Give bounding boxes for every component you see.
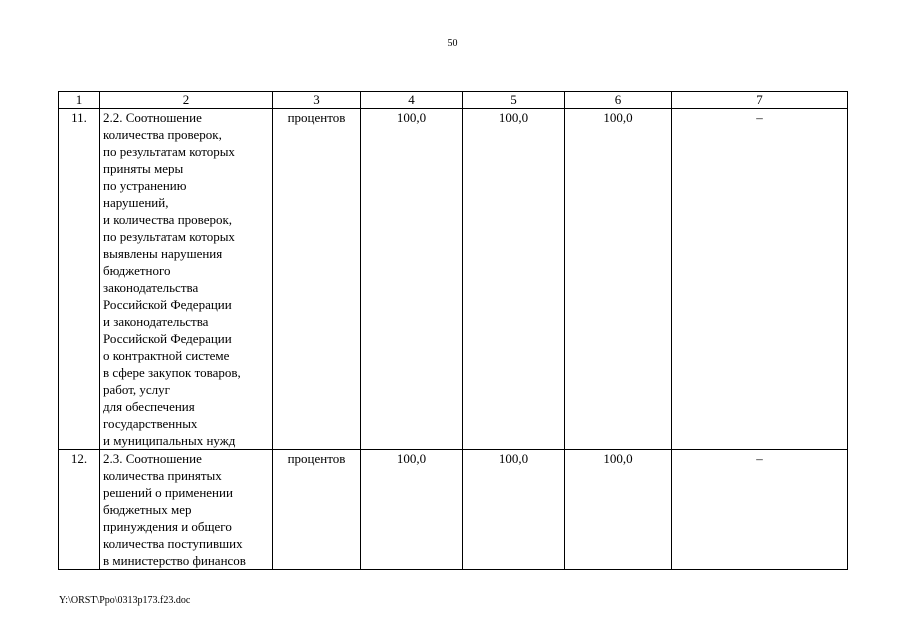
value-cell-6: 100,0 bbox=[565, 450, 672, 570]
table-header-row bbox=[59, 92, 848, 109]
column-header-6: 6 bbox=[565, 92, 672, 109]
page-number: 50 bbox=[447, 38, 458, 49]
table-row bbox=[59, 450, 848, 570]
value-cell-5: 100,0 bbox=[463, 109, 565, 450]
column-header-2: 2 bbox=[100, 92, 273, 109]
column-header-3: 3 bbox=[273, 92, 361, 109]
unit-cell: процентов bbox=[273, 109, 361, 450]
note-cell: – bbox=[672, 109, 848, 450]
row-number: 12. bbox=[59, 450, 100, 570]
column-header-5: 5 bbox=[463, 92, 565, 109]
value-cell-6: 100,0 bbox=[565, 109, 672, 450]
value-cell-5: 100,0 bbox=[463, 450, 565, 570]
column-header-7: 7 bbox=[672, 92, 848, 109]
indicators-table bbox=[58, 91, 848, 570]
footer-file-path: Y:\ORST\Ppo\0313p173.f23.doc bbox=[59, 595, 191, 606]
table-row bbox=[59, 109, 848, 450]
column-header-4: 4 bbox=[361, 92, 463, 109]
note-cell: – bbox=[672, 450, 848, 570]
indicator-name: 2.3. Соотношение количества принятых решений о применении бюджетных мер принуждения и общего количества поступивших в министерство финансов bbox=[100, 450, 273, 570]
row-number: 11. bbox=[59, 109, 100, 450]
value-cell-4: 100,0 bbox=[361, 109, 463, 450]
column-header-1: 1 bbox=[59, 92, 100, 109]
value-cell-4: 100,0 bbox=[361, 450, 463, 570]
indicator-name: 2.2. Соотношение количества проверок, по результатам которых приняты меры по устранению нарушений, и количества проверок, по результатам которых выявлены нарушения бюджетного законодательства Российской Федерации и законодательства Российской Федерации о контрактной системе в сфере закупок товаров, работ, услуг для обеспечения государственных и муниципальных нужд bbox=[100, 109, 273, 450]
unit-cell: процентов bbox=[273, 450, 361, 570]
